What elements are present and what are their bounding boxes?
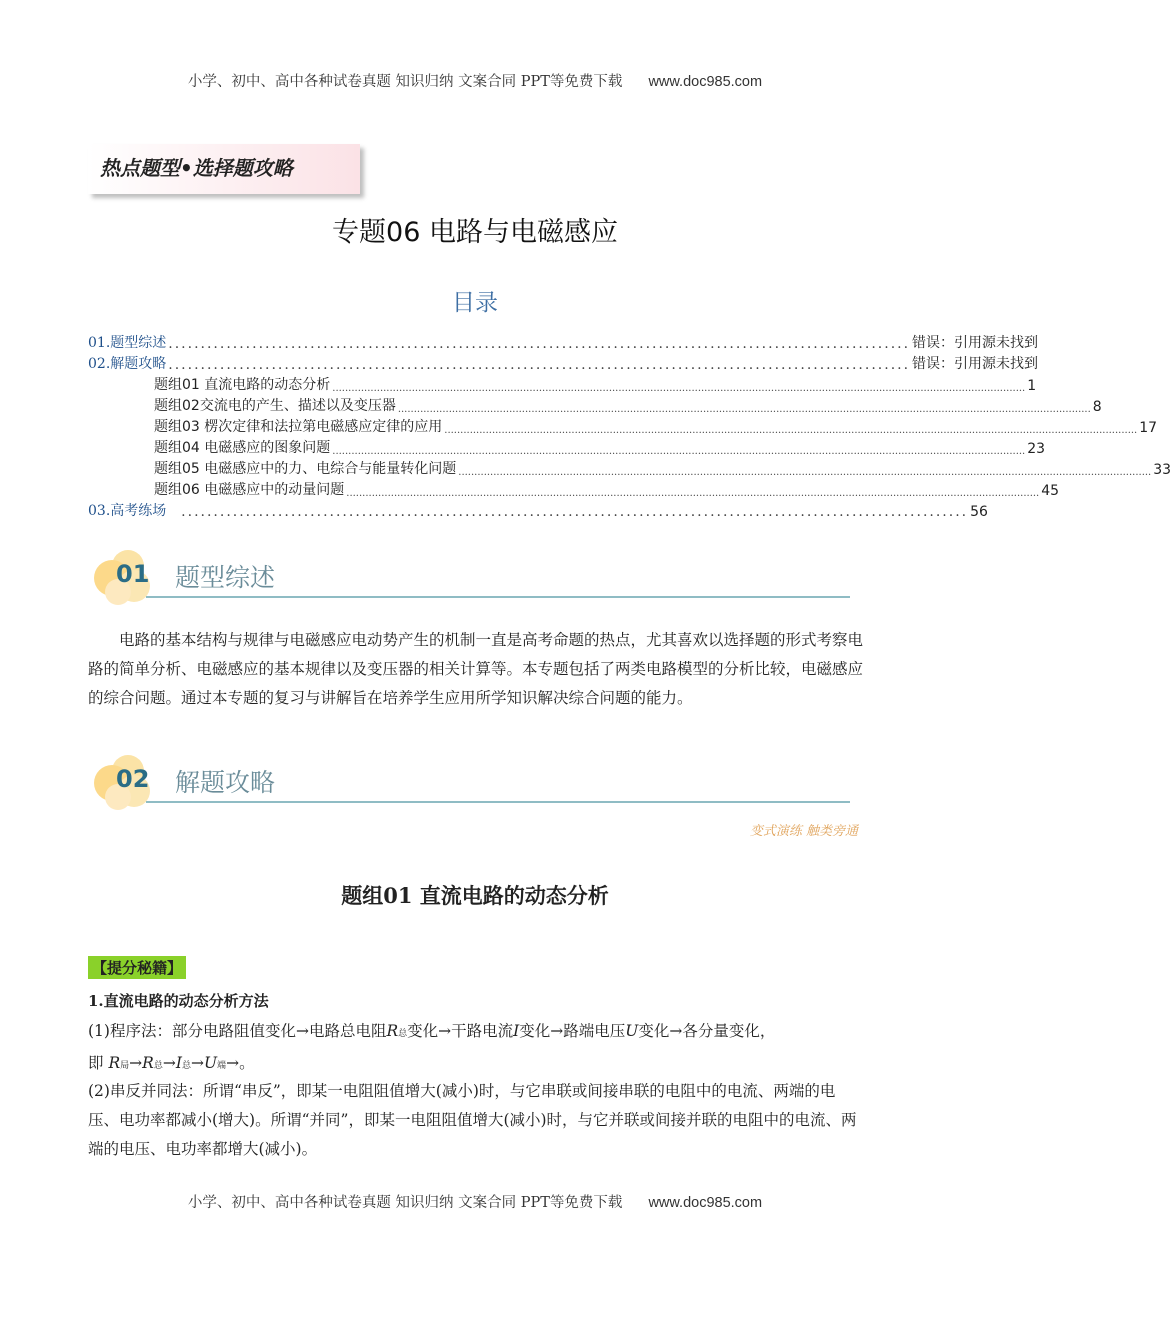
toc-leader: ..........................................................................................................................................................................................................................	[332, 446, 1026, 457]
toc-entry[interactable]	[154, 458, 1171, 478]
method-2-paragraph: (2)串反并同法：所谓“串反”，即某一电阻阻值增大(减小)时，与它串联或间接串联的电阻中的电流、两端的电压、电功率都减小(增大)。所谓“并同”，即某一电阻阻值增大(减小)时，与它并联或间接并联的电阻中的电流、两端的电压、电功率都增大(减小)。	[88, 1082, 857, 1158]
toc-entry-label: 01.题型综述	[88, 335, 167, 351]
toc-entry-page: 33	[1153, 462, 1171, 478]
toc-leader: ..........................................................................................................................................................................................................................	[397, 404, 1091, 415]
section-heading-strategy	[88, 745, 858, 815]
toc-entry-page: 56	[970, 504, 988, 520]
page-header	[0, 70, 950, 91]
header-url[interactable]: www.doc985.com	[648, 74, 763, 90]
toc-title: 目录	[452, 290, 498, 316]
toc-entry-label: 题组03 楞次定律和法拉第电磁感应定律的应用	[154, 419, 443, 435]
toc-entry[interactable]	[154, 374, 1037, 394]
toc-entry-label: 题组01 直流电路的动态分析	[154, 377, 331, 393]
var-R: R	[386, 1022, 399, 1040]
page-title: 专题06 电路与电磁感应	[332, 217, 618, 248]
header-text: 小学、初中、高中各种试卷真题 知识归纳 文案合同 PPT等免费下载	[187, 74, 623, 90]
section-name: 解题攻略	[175, 768, 276, 797]
toc-entry-page: 错误：引用源未找到	[912, 356, 1039, 372]
banner-text: 热点题型•选择题攻略	[100, 156, 293, 180]
method-1-text: 变化→干路电流	[407, 1022, 514, 1040]
arrow: →	[190, 1054, 204, 1072]
toc-entry-page: 错误：引用源未找到	[912, 335, 1039, 351]
footer-url[interactable]: www.doc985.com	[648, 1195, 763, 1211]
toc-leader: ...................................................................................................................	[168, 357, 911, 373]
toc-entry-page: 1	[1027, 378, 1037, 394]
arrow: →	[226, 1054, 240, 1072]
toc-entry-label: 02.解题攻略	[88, 356, 167, 372]
toc-entry[interactable]	[154, 479, 1060, 499]
toc-entry-page: 8	[1092, 399, 1102, 415]
toc-leader: ..........................................................................................................................................................................................................................	[332, 383, 1026, 394]
section-rule	[146, 596, 850, 598]
arrow: →	[162, 1054, 176, 1072]
toc-entry-label: 题组02交流电的产生、描述以及变压器	[154, 398, 396, 414]
tip-label: 【提分秘籍】	[88, 956, 186, 979]
toc-leader: ..........................................................................................................................	[168, 504, 969, 520]
toc-entry[interactable]	[154, 437, 1046, 457]
subscript-end: 端	[217, 1061, 227, 1071]
var-I: I	[175, 1054, 182, 1072]
toc-entry[interactable]	[88, 332, 1039, 352]
section-rule	[146, 801, 850, 803]
toc-entry-label: 题组06 电磁感应中的动量问题	[154, 482, 345, 498]
subscript-part: 局	[120, 1061, 130, 1071]
topic-banner	[88, 144, 360, 194]
var-R: R	[142, 1054, 154, 1072]
toc-entry[interactable]	[154, 416, 1158, 436]
method-1-text: 变化→路端电压	[519, 1022, 626, 1040]
toc-entry-label: 题组05 电磁感应中的力、电综合与能量转化问题	[154, 461, 457, 477]
section-heading-overview	[88, 540, 858, 610]
subscript-total: 总	[153, 1061, 163, 1071]
method-1-text: 即	[88, 1054, 104, 1072]
toc-entry-page: 17	[1139, 420, 1158, 436]
section-number: 02	[116, 765, 150, 793]
method-1-text: 变化→各分量变化，	[638, 1022, 776, 1040]
subscript-total: 总	[181, 1061, 191, 1071]
toc-entry[interactable]	[88, 353, 1039, 373]
group-title: 题组01 直流电路的动态分析	[341, 883, 609, 908]
toc-leader: ...................................................................................................................	[168, 336, 911, 352]
var-R: R	[108, 1054, 121, 1072]
toc-leader: ..........................................................................................................................................................................................................................	[346, 488, 1040, 499]
subscript-total: 总	[398, 1029, 408, 1039]
section-name: 题型综述	[175, 563, 276, 592]
toc-entry-page: 23	[1027, 441, 1046, 457]
method-1-text: (1)程序法：部分电路阻值变化→电路总电阻	[88, 1022, 387, 1040]
overview-paragraph: 电路的基本结构与规律与电磁感应电动势产生的机制一直是高考命题的热点，尤其喜欢以选择题的形式考察电路的简单分析、电磁感应的基本规律以及变压器的相关计算等。本专题包括了两类电路模型的分析比较，电磁感应的综合问题。通过本专题的复习与讲解旨在培养学生应用所学知识解决综合问题的能力。	[88, 631, 864, 707]
var-U: U	[625, 1022, 639, 1040]
footer-text: 小学、初中、高中各种试卷真题 知识归纳 文案合同 PPT等免费下载	[187, 1195, 623, 1211]
method-title: 1.直流电路的动态分析方法	[88, 992, 269, 1010]
method-1-paragraph	[88, 1017, 863, 1081]
toc-entry-label: 03.高考练场	[88, 503, 167, 519]
var-U: U	[203, 1054, 218, 1072]
toc-entry[interactable]	[88, 500, 988, 520]
toc-entry[interactable]	[154, 395, 1102, 415]
toc-leader: ..........................................................................................................................................................................................................................	[458, 467, 1152, 478]
arrow: →	[129, 1054, 143, 1072]
toc-entry-page: 45	[1041, 483, 1060, 499]
period: 。	[239, 1054, 255, 1072]
tagline: 变式演练 触类旁通	[749, 824, 858, 839]
toc-entry-label: 题组04 电磁感应的图象问题	[154, 440, 331, 456]
section-number: 01	[116, 560, 150, 588]
var-I: I	[513, 1022, 520, 1040]
toc-leader: ..........................................................................................................................................................................................................................	[444, 425, 1138, 436]
page-footer	[0, 1191, 950, 1212]
